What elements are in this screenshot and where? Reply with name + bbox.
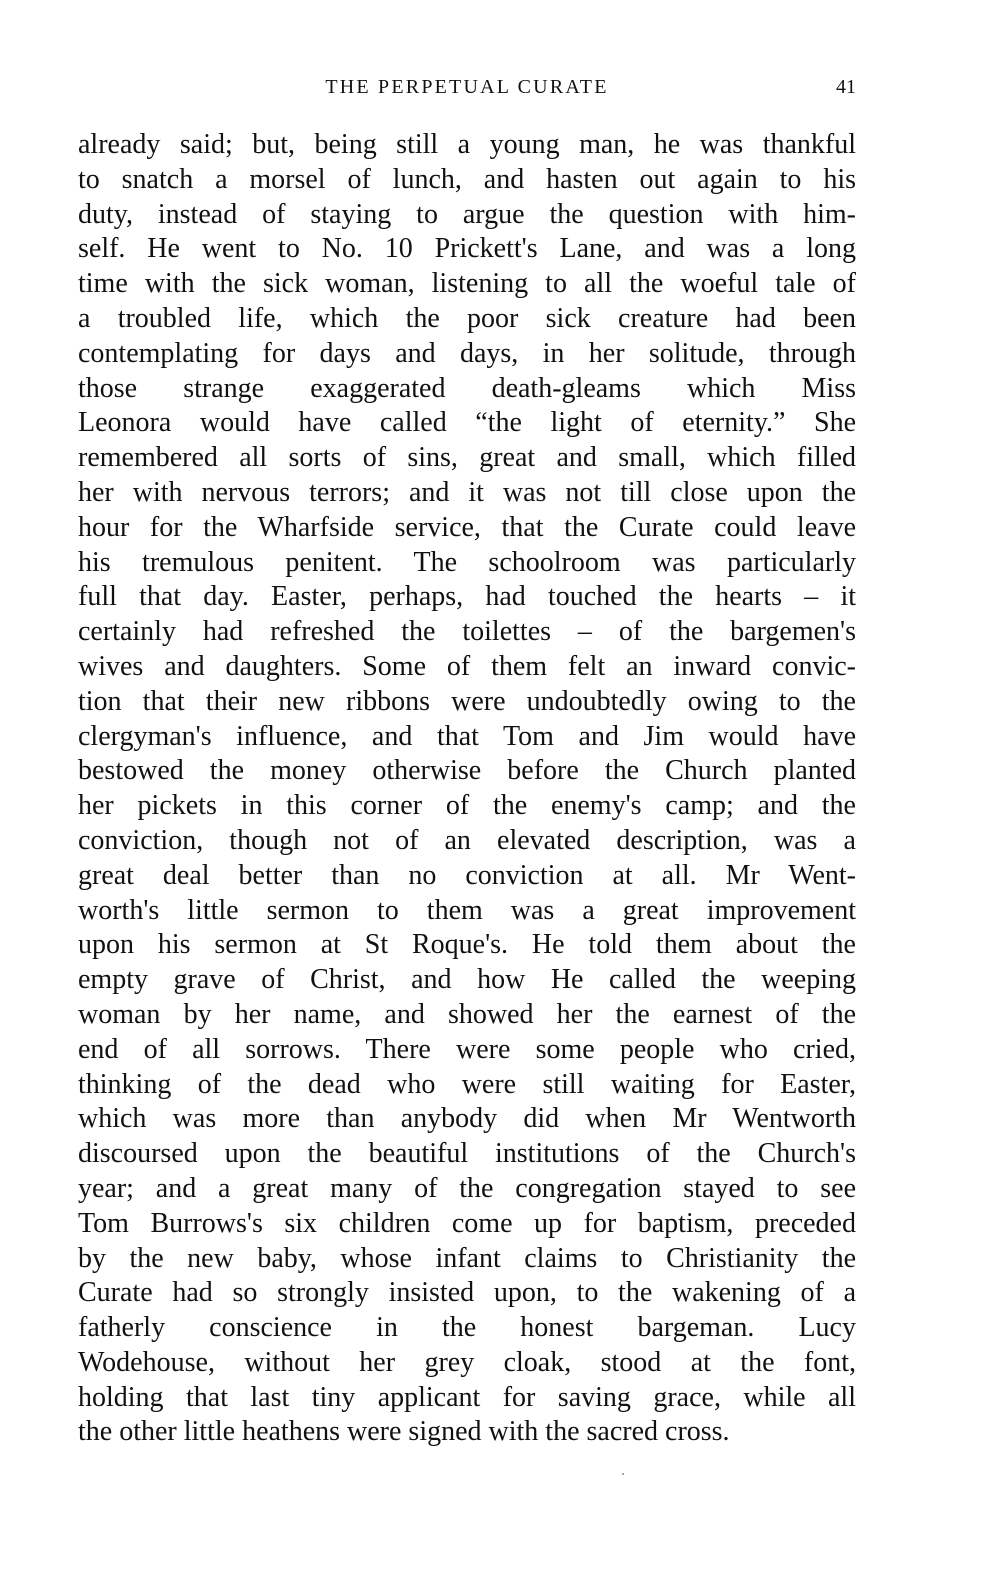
text-line: discoursed upon the beautiful institutions of the Church's [78,1138,856,1170]
text-line: duty, instead of staying to argue the question with him- [78,198,856,230]
text-line: remembered all sorts of sins, great and small, which filled [78,442,856,474]
text-line: which was more than anybody did when Mr Wentworth [78,1103,856,1135]
body-text [78,128,856,1450]
text-line: upon his sermon at St Roque's. He told them about the [78,929,856,961]
text-line: bestowed the money otherwise before the Church planted [78,755,856,787]
page-number: 41 [836,76,856,98]
text-line: empty grave of Christ, and how He called the weeping [78,964,856,996]
text-line: tion that their new ribbons were undoubtedly owing to the [78,685,856,717]
text-line: great deal better than no conviction at all. Mr Went- [78,859,856,891]
text-line: Leonora would have called “the light of eternity.” She [78,407,856,439]
text-line: clergyman's influence, and that Tom and Jim would have [78,720,856,752]
text-line: thinking of the dead who were still waiting for Easter, [78,1068,856,1100]
text-line: a troubled life, which the poor sick creature had been [78,302,856,334]
text-line: Curate had so strongly insisted upon, to the wakening of a [78,1277,856,1309]
text-line: end of all sorrows. There were some people who cried, [78,1033,856,1065]
text-line: by the new baby, whose infant claims to Christianity the [78,1242,856,1274]
text-line: the other little heathens were signed with the sacred cross. [78,1416,730,1448]
text-line: hour for the Wharfside service, that the Curate could leave [78,511,856,543]
text-line: wives and daughters. Some of them felt an inward convic- [78,650,856,682]
text-line: holding that last tiny applicant for saving grace, while all [78,1381,856,1413]
text-line: time with the sick woman, listening to all the woeful tale of [78,268,856,300]
text-line: her with nervous terrors; and it was not till close upon the [78,476,856,508]
text-line: his tremulous penitent. The schoolroom was particularly [78,546,856,578]
text-line: her pickets in this corner of the enemy's camp; and the [78,790,856,822]
text-line: Wodehouse, without her grey cloak, stood at the font, [78,1346,856,1378]
text-line: self. He went to No. 10 Prickett's Lane, and was a long [78,233,856,265]
scan-speck [622,1473,624,1475]
text-line: conviction, though not of an elevated description, was a [78,824,856,856]
running-title: THE PERPETUAL CURATE [325,76,609,98]
text-line: Tom Burrows's six children come up for baptism, preceded [78,1207,856,1239]
text-line: year; and a great many of the congregation stayed to see [78,1172,856,1204]
running-head [78,72,856,102]
text-line: certainly had refreshed the toilettes – of the bargemen's [78,616,856,648]
text-line: fatherly conscience in the honest bargeman. Lucy [78,1312,856,1344]
text-line: full that day. Easter, perhaps, had touched the hearts – it [78,581,856,613]
text-line: those strange exaggerated death-gleams which Miss [78,372,856,404]
text-line: to snatch a morsel of lunch, and hasten out again to his [78,163,856,195]
text-line: contemplating for days and days, in her solitude, through [78,337,856,369]
text-line: worth's little sermon to them was a great improvement [78,894,856,926]
text-line: already said; but, being still a young man, he was thankful [78,129,856,160]
text-line: woman by her name, and showed her the earnest of the [78,998,856,1030]
